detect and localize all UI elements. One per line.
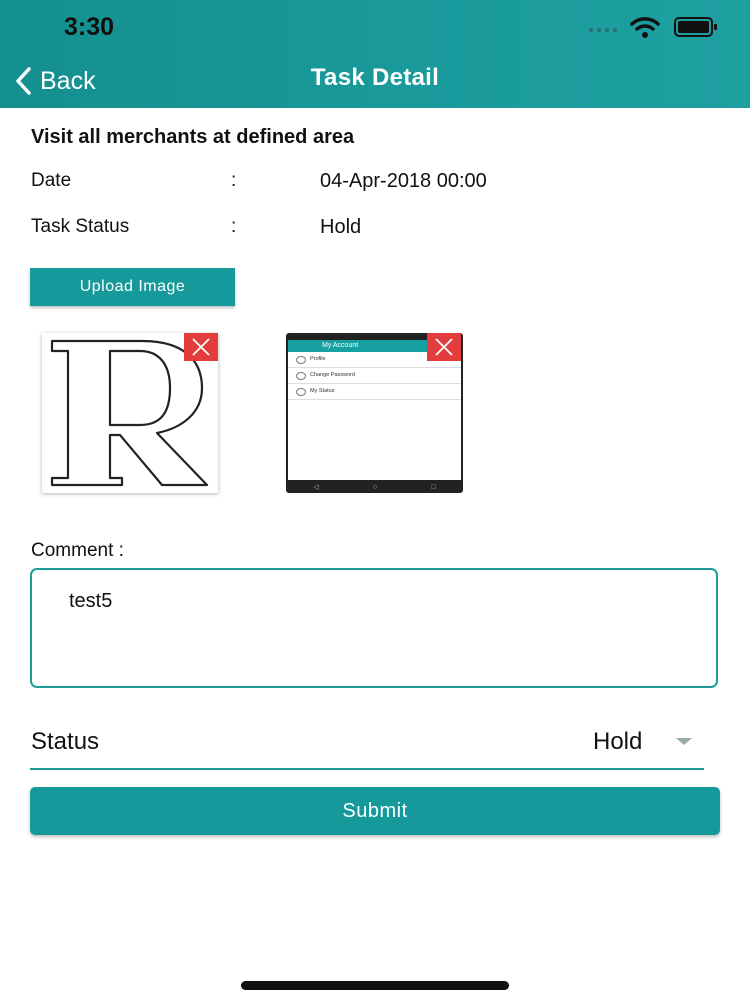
nav-back-icon: ◁ [313,484,319,491]
task-status-value: Hold [320,216,362,238]
nav-recents-icon: □ [431,483,436,491]
comment-textarea[interactable] [30,568,718,688]
cellular-signal-icon [588,26,622,34]
status-label: Status [31,728,100,755]
remove-attachment-button[interactable] [184,333,218,361]
upload-image-button[interactable]: Upload Image [30,268,235,306]
date-value: 04-Apr-2018 00:00 [320,170,487,192]
wifi-icon [630,16,660,38]
phone-preview-item: Change Password [288,368,461,384]
status-dropdown[interactable]: Hold [593,728,643,755]
nav-home-icon: ○ [372,483,378,491]
close-icon [191,338,211,356]
submit-button[interactable]: Submit [30,787,720,835]
status-underline [30,768,704,770]
comment-value: test5 [69,590,113,612]
caret-down-icon[interactable] [676,738,692,745]
phone-preview-item: My Status [288,384,461,400]
task-title: Visit all merchants at defined area [31,126,355,148]
task-status-separator: : [231,216,237,237]
status-bar-time: 3:30 [64,13,115,41]
page-title: Task Detail [310,64,440,91]
phone-nav-bar [286,481,463,493]
home-indicator[interactable] [241,981,509,990]
attachment-thumbnail[interactable] [286,333,463,493]
date-label: Date [31,170,72,191]
phone-preview-header: My Account [288,340,461,352]
battery-icon [674,17,718,37]
remove-attachment-button[interactable] [427,333,461,361]
close-icon [434,338,454,356]
comment-label: Comment : [31,540,124,561]
attachment-thumbnail[interactable] [42,333,218,493]
phone-preview-item: Profile [288,352,461,368]
date-separator: : [231,170,237,191]
task-status-label: Task Status [31,216,130,237]
nav-header [0,0,750,108]
back-label: Back [40,66,96,95]
